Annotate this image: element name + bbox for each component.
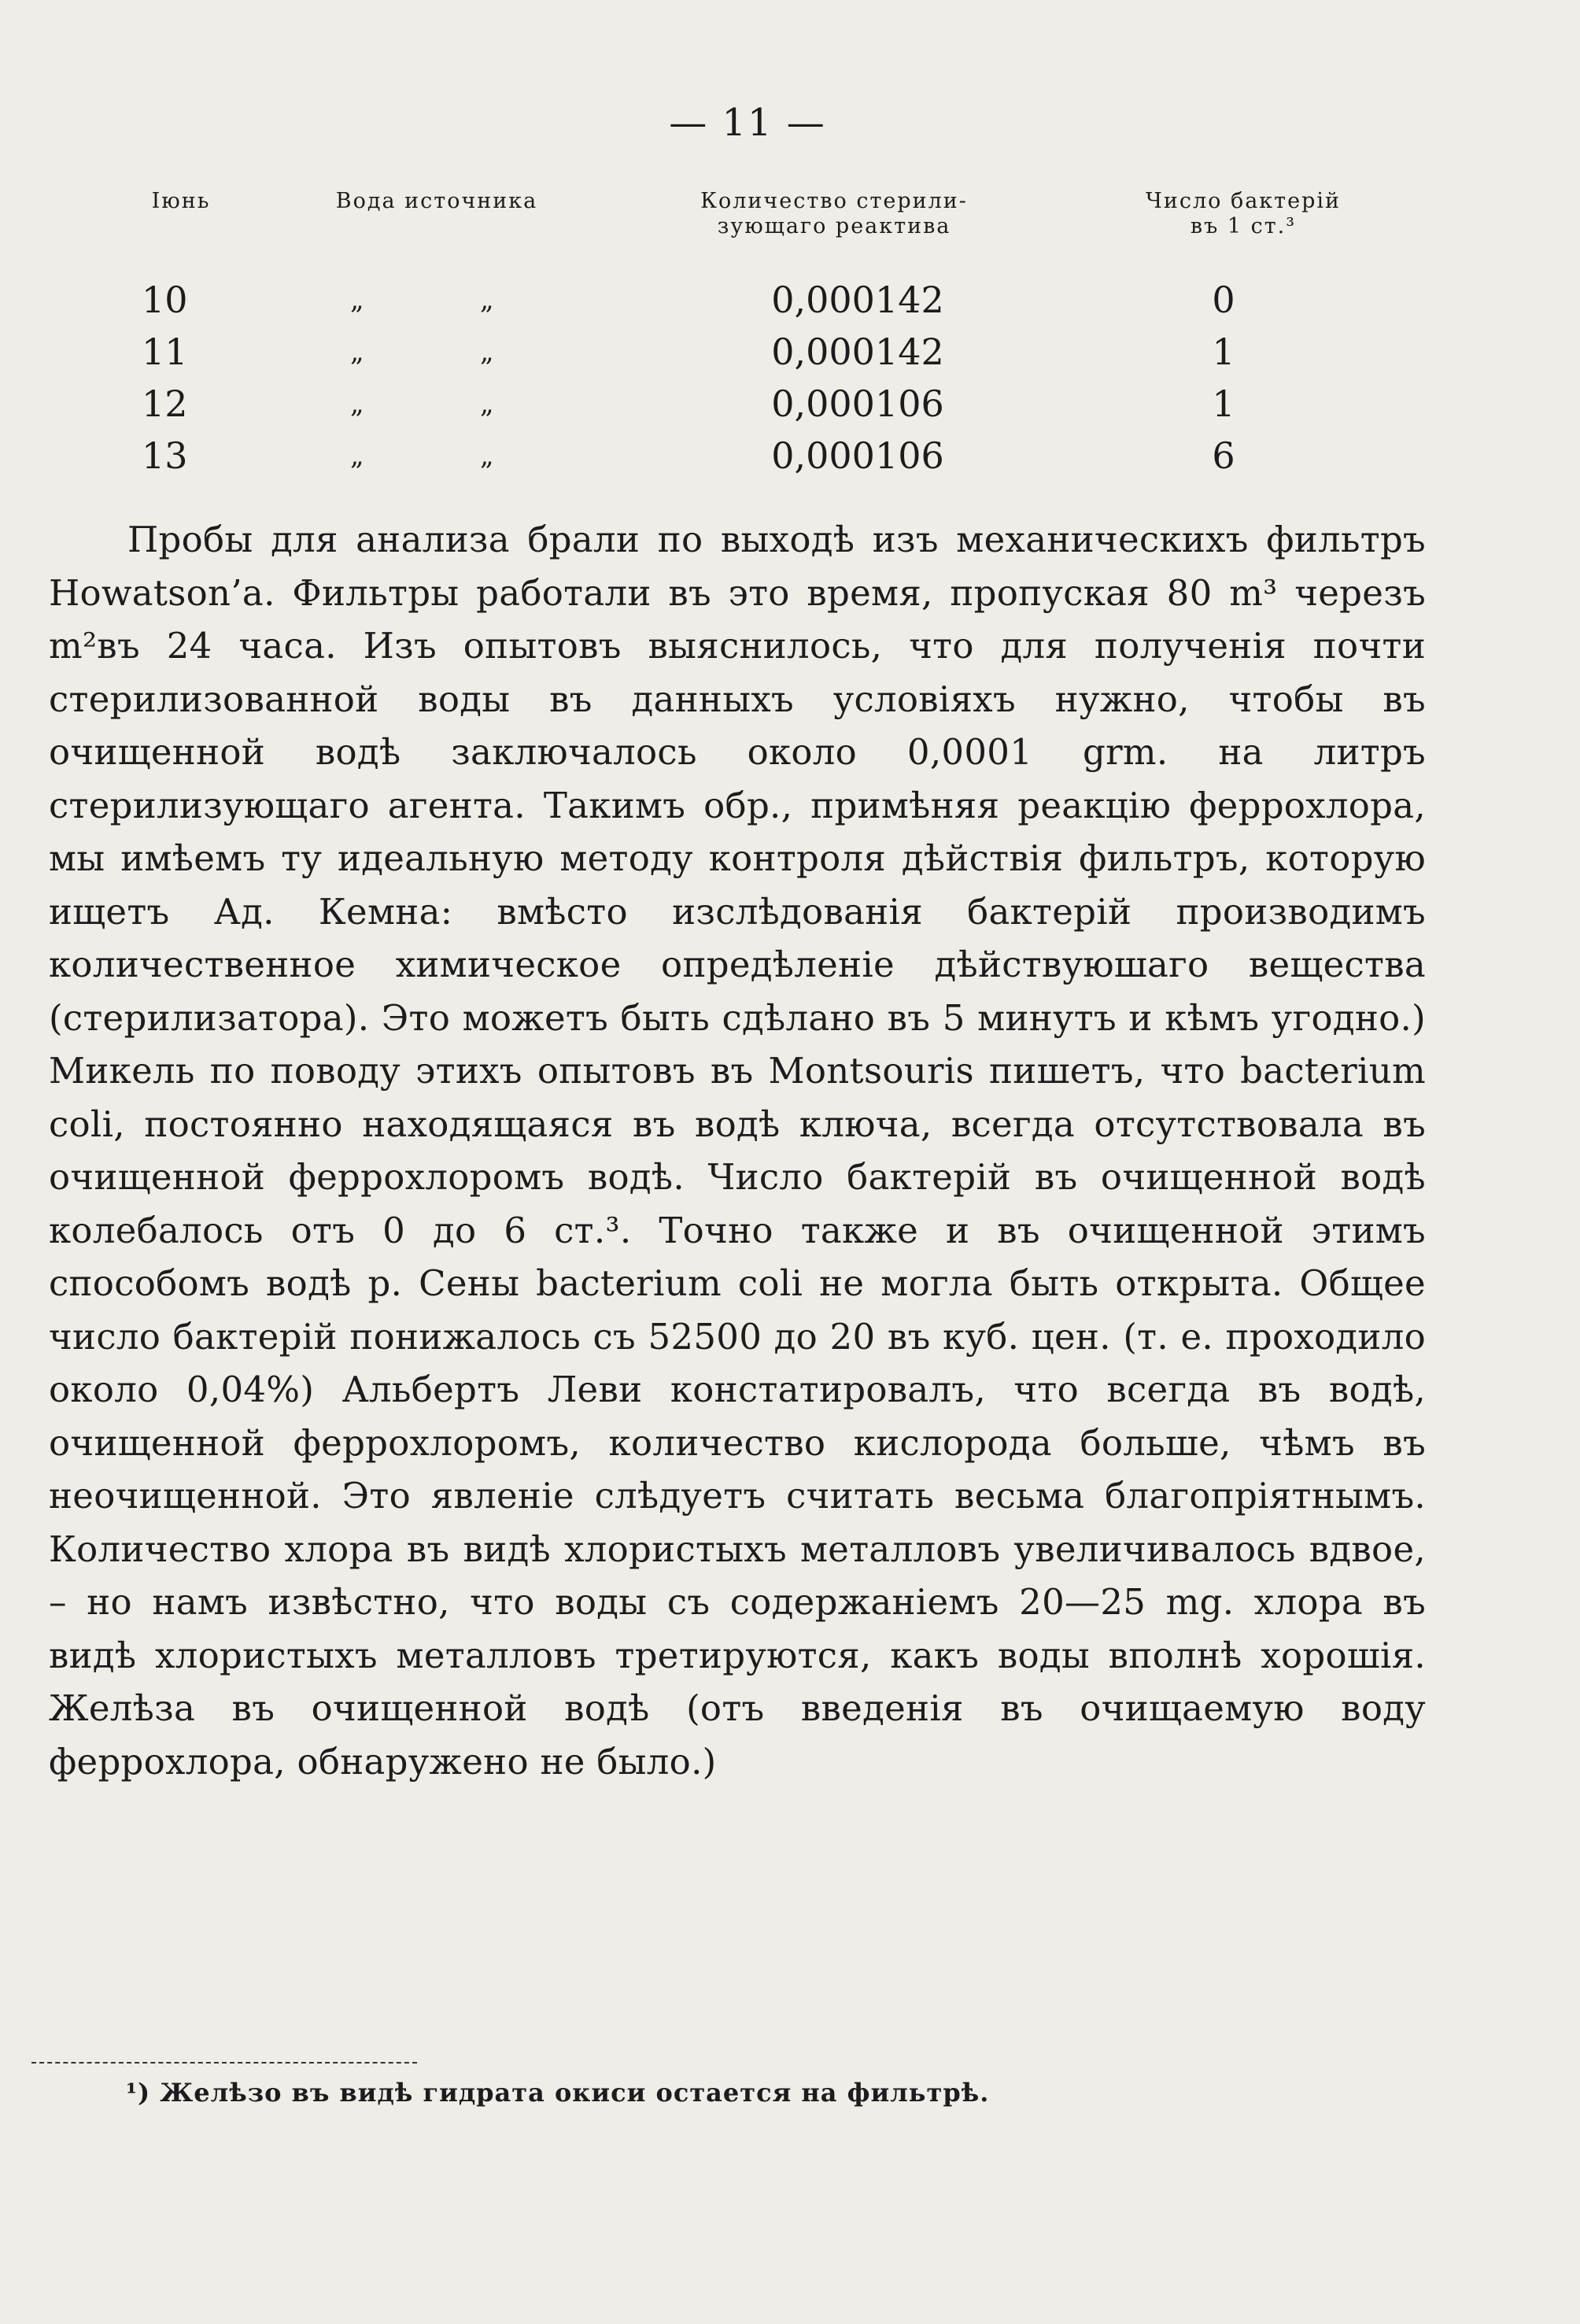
header-source: Вода источника bbox=[335, 189, 538, 213]
cell-day: 13 bbox=[142, 434, 188, 477]
cell-day: 11 bbox=[142, 331, 188, 373]
cell-ditto: „ bbox=[480, 284, 494, 316]
data-table bbox=[126, 189, 1416, 482]
table-header bbox=[126, 189, 1416, 268]
table-row bbox=[126, 430, 1416, 482]
cell-ditto: „ bbox=[350, 284, 364, 316]
cell-ditto: „ bbox=[480, 388, 494, 419]
table-row bbox=[126, 274, 1416, 326]
cell-bacteria: 1 bbox=[1212, 382, 1235, 425]
body-text bbox=[49, 513, 1426, 1788]
cell-reagent: 0,000142 bbox=[771, 331, 944, 373]
footnote-divider bbox=[31, 2062, 417, 2064]
header-bacteria: Число бактерій въ 1 ст.³ bbox=[1145, 189, 1342, 238]
table-row bbox=[126, 326, 1416, 378]
cell-day: 12 bbox=[142, 382, 188, 425]
header-reagent: Количество стерили- зующаго реактива bbox=[700, 189, 968, 238]
cell-ditto: „ bbox=[350, 440, 364, 471]
cell-ditto: „ bbox=[350, 336, 364, 368]
body-paragraph: Пробы для анализа брали по выходѣ изъ механическихъ фильтръ Howatson’a. Фильтры работали въ это время, пропуская 80 m³ черезъ m²въ 24 часа. Изъ опытовъ выяснилось, что для полученія почти стерилизованной воды въ данныхъ условіяхъ нужно, чтобы въ очищенной водѣ заключалось около 0,0001 grm. на литръ стерилизующаго агента. Такимъ обр., примѣняя реакцію феррохлора, мы имѣемъ ту идеальную методу контроля дѣйствія фильтръ, которую ищетъ Ад. Кемна: вмѣсто изслѣдованія бактерій производимъ количественное химическое опредѣленіе дѣйствуюшаго вещества (стерилизатора). Это можетъ быть сдѣлано въ 5 минутъ и кѣмъ угодно.) Микель по поводу этихъ опытовъ въ Montsouris пишетъ, что bacterium coli, постоянно находящаяся въ водѣ ключа, всегда отсутствовала въ очищенной феррохлоромъ водѣ. Число бактерій въ очищенной водѣ колебалось отъ 0 до 6 ст.³. Точно также и въ очищенной этимъ способомъ водѣ р. Сены bacterium coli не могла быть открыта. Общее число бактерій понижалось съ 52500 до 20 въ куб. цен. (т. е. проходило около 0,04%) Альбертъ Леви констатировалъ, что всегда въ водѣ, очищенной феррохлоромъ, количество кислорода больше, чѣмъ въ неочищенной. Это явленіе слѣдуетъ считать весьма благопріятнымъ. Количество хлора въ видѣ хлористыхъ металловъ увеличивалось вдвое, – но намъ извѣстно, что воды съ содержаніемъ 20—25 mg. хлора въ видѣ хлористыхъ металловъ третируются, какъ воды вполнѣ хорошія. Желѣза въ очищенной водѣ (отъ введенія въ очищаемую воду феррохлора, обнаружено не было.) bbox=[49, 519, 1426, 1783]
cell-bacteria: 6 bbox=[1212, 434, 1235, 477]
footnote: ¹) Желѣзо въ видѣ гидрата окиси остается на фильтрѣ. bbox=[126, 2078, 990, 2108]
cell-reagent: 0,000106 bbox=[771, 434, 944, 477]
table-row bbox=[126, 378, 1416, 430]
cell-reagent: 0,000106 bbox=[771, 382, 944, 425]
cell-reagent: 0,000142 bbox=[771, 279, 944, 321]
table-body bbox=[126, 274, 1416, 482]
page-number: — 11 — bbox=[669, 101, 826, 145]
cell-day: 10 bbox=[142, 279, 188, 321]
cell-ditto: „ bbox=[480, 440, 494, 471]
cell-bacteria: 0 bbox=[1212, 279, 1235, 321]
cell-ditto: „ bbox=[350, 388, 364, 419]
cell-bacteria: 1 bbox=[1212, 331, 1235, 373]
cell-ditto: „ bbox=[480, 336, 494, 368]
header-month: Іюнь bbox=[151, 189, 211, 213]
